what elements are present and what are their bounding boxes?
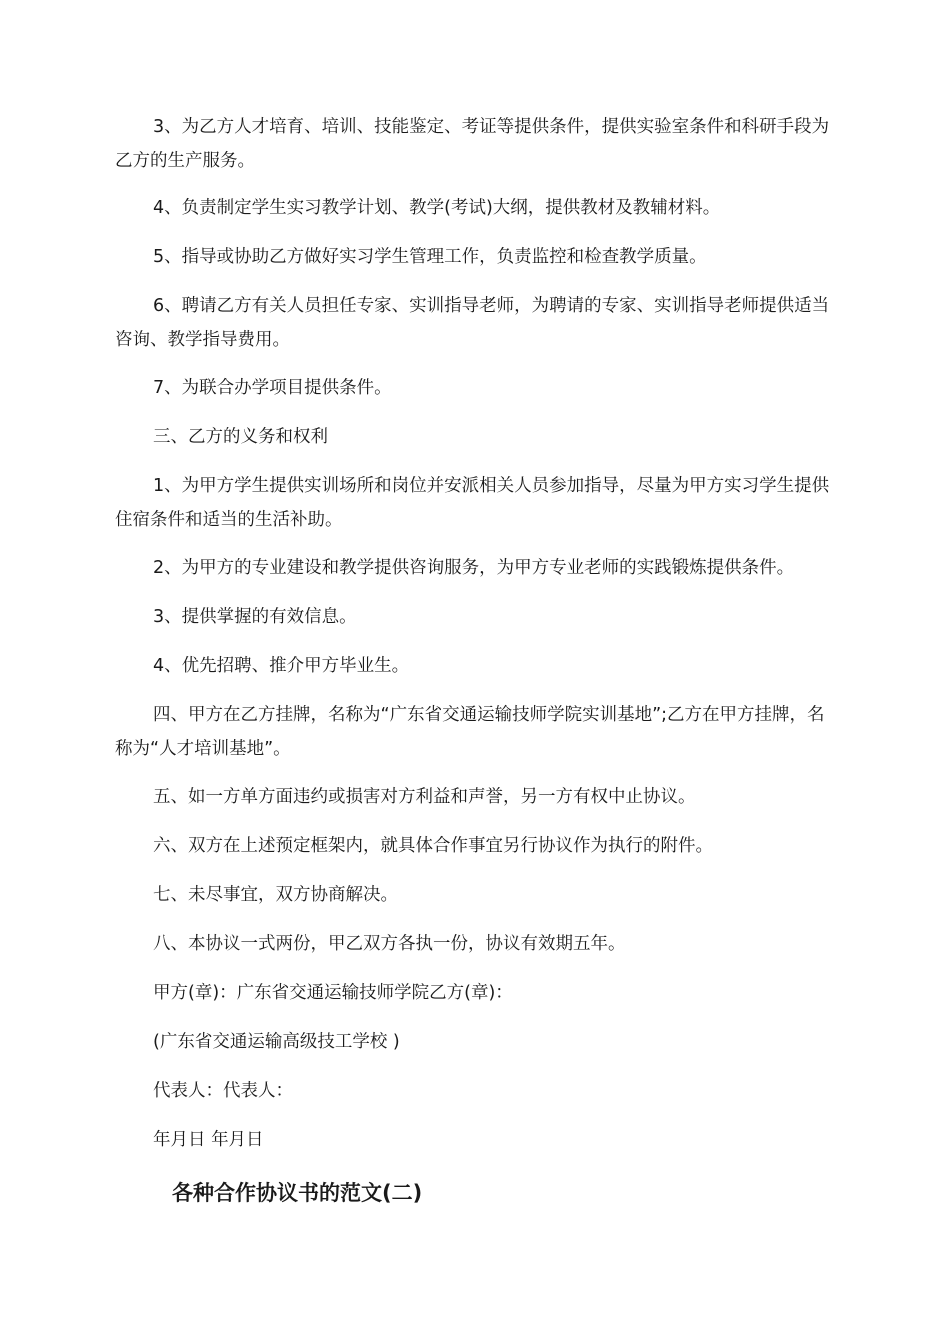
paragraph-party-b-3: 3、提供掌握的有效信息。 <box>153 607 357 627</box>
section-title-party-b-duties: 三、乙方的义务和权利 <box>153 427 328 447</box>
signature-parties: 甲方(章)：广东省交通运输技师学院乙方(章)： <box>153 983 513 1003</box>
paragraph-party-b-1: 1、为甲方学生提供实训场所和岗位并安派相关人员参加指导，尽量为甲方实习学生提供住宿条件和适当的生活补助。 <box>115 476 830 530</box>
signature-school-name: (广东省交通运输高级技工学校 ) <box>153 1032 400 1052</box>
section-heading: 各种合作协议书的范文(二) <box>172 1181 423 1205</box>
paragraph-clause-5: 五、如一方单方面违约或损害对方利益和声誉，另一方有权中止协议。 <box>153 787 696 807</box>
paragraph-duty-4: 4、负责制定学生实习教学计划、教学(考试)大纲，提供教材及教辅材料。 <box>153 198 721 218</box>
paragraph-duty-3: 3、为乙方人才培育、培训、技能鉴定、考证等提供条件，提供实验室条件和科研手段为乙方的生产服务。 <box>115 117 830 171</box>
paragraph-duty-6: 6、聘请乙方有关人员担任专家、实训指导老师，为聘请的专家、实训指导老师提供适当咨询、教学指导费用。 <box>115 296 830 350</box>
paragraph-clause-4: 四、甲方在乙方挂牌，名称为“广东省交通运输技师学院实训基地”;乙方在甲方挂牌，名称为“人才培训基地”。 <box>115 705 825 759</box>
paragraph-party-b-4: 4、优先招聘、推介甲方毕业生。 <box>153 656 410 676</box>
paragraph-clause-6: 六、双方在上述预定框架内，就具体合作事宜另行协议作为执行的附件。 <box>153 836 713 856</box>
paragraph-clause-7: 七、未尽事宜，双方协商解决。 <box>153 885 398 905</box>
paragraph-duty-5: 5、指导或协助乙方做好实习学生管理工作，负责监控和检查教学质量。 <box>153 247 707 267</box>
signature-representatives: 代表人：代表人： <box>153 1081 293 1101</box>
paragraph-clause-8: 八、本协议一式两份，甲乙双方各执一份，协议有效期五年。 <box>153 934 626 954</box>
paragraph-duty-7: 7、为联合办学项目提供条件。 <box>153 378 392 398</box>
signature-dates: 年月日 年月日 <box>153 1130 264 1150</box>
paragraph-party-b-2: 2、为甲方的专业建设和教学提供咨询服务，为甲方专业老师的实践锻炼提供条件。 <box>153 558 795 578</box>
